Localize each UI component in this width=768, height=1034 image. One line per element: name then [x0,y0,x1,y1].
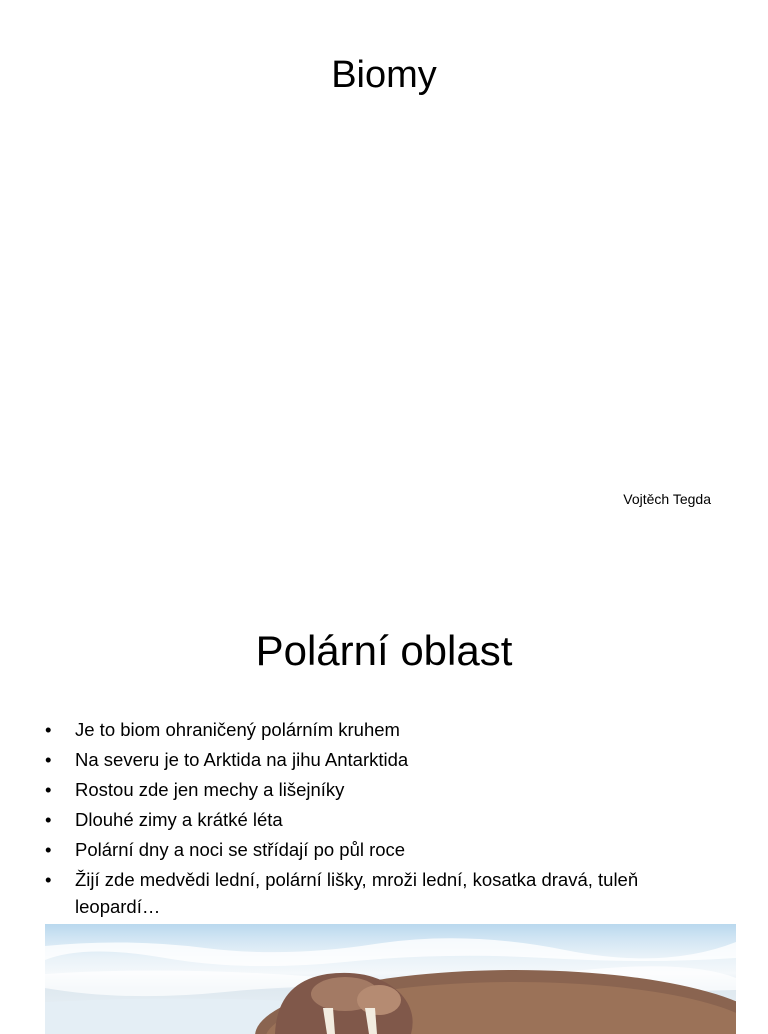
bullet-item: • Je to biom ohraničený polárním kruhem [45,716,705,743]
slide-title: Biomy [331,54,437,96]
bullet-item: • Dlouhé zimy a krátké léta [45,806,705,833]
slide-2 [0,576,768,1024]
bullet-list [45,716,705,923]
author-name: Vojtěch Tegda [623,491,711,507]
bullet-marker: • [45,719,52,740]
walrus-illustration [45,924,736,1034]
bullet-marker: • [45,869,52,890]
walrus-photo [45,924,736,1034]
bullet-item: • Rostou zde jen mechy a lišejníky [45,776,705,803]
bullet-item: • Žijí zde medvědi lední, polární lišky, mroži lední, kosatka dravá, tuleň leopardí… [45,866,705,920]
slide-title: Polární oblast [255,627,513,674]
bullet-marker: • [45,779,52,800]
bullet-marker: • [45,749,52,770]
bullet-item: • Polární dny a noci se střídají po půl roce [45,836,705,863]
bullet-marker: • [45,809,52,830]
bullet-marker: • [45,839,52,860]
bullet-item: • Na severu je to Arktida na jihu Antarktida [45,746,705,773]
